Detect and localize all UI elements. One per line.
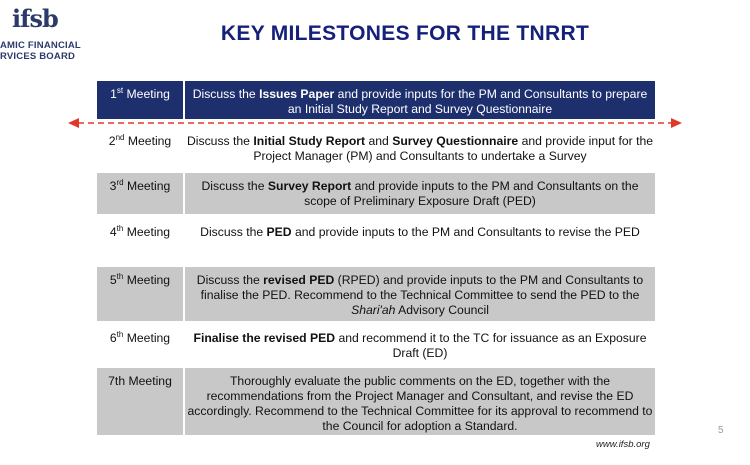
description-text: Discuss the [192,87,260,101]
ifsb-logo [0,0,90,70]
bold-term: Issues Paper [259,87,335,101]
meeting-description [185,325,655,365]
bold-term: Survey Report [267,179,352,193]
description-text: and recommend it to the TC for issuance as an Exposure Draft (ED) [335,331,647,360]
description-text: Advisory Council [395,303,489,317]
meeting-number: 7th Meeting [108,374,172,388]
meeting-label [97,128,183,168]
meeting-row [97,368,655,435]
meeting-label [97,368,183,435]
description-text: and provide input for the Project Manager (PM) and Consultants to undertake a Survey [253,134,654,163]
meeting-description [185,173,655,214]
meeting-description [185,128,655,168]
meeting-number: 4 [109,225,117,239]
meeting-label [97,219,183,259]
description-text: Discuss the [186,134,254,148]
description-text: and [365,134,393,148]
logo-mark: ifsb [12,4,58,33]
meeting-ordinal-suffix: th [116,271,124,281]
meeting-ordinal-suffix: th [116,329,124,339]
meeting-ordinal-suffix: rd [116,177,124,187]
meeting-row [97,325,655,365]
meeting-word: Meeting [123,87,170,101]
footer-url: www.ifsb.org [596,439,650,450]
description-text: Discuss the [196,273,264,287]
bold-term: PED [266,225,292,239]
meeting-number: 1 [110,87,117,101]
meeting-description [185,219,655,259]
meeting-label [97,267,183,321]
meeting-ordinal-suffix: st [116,85,124,95]
meeting-row [97,128,655,168]
meeting-description [185,267,655,321]
logo-text-line-1: AMIC FINANCIAL [0,40,81,51]
description-text: Thoroughly evaluate the public comments on the ED, together with the recommendations from the Project Manager and Consultant, and revise the ED accordingly. Recommend to the Technical Committee for its approval to recommend to the Council for adoption a Standard. [187,374,653,433]
bold-term: Survey Questionnaire [392,134,519,148]
meeting-number: 2 [108,134,116,148]
logo-text-line-2: RVICES BOARD [0,51,76,62]
meeting-word: Meeting [123,225,171,239]
bold-term: Initial Study Report [253,134,366,148]
bold-term: revised PED [263,273,335,287]
meeting-row [97,219,655,259]
meeting-number: 6 [109,331,117,345]
meeting-row [97,267,655,321]
meeting-row [97,173,655,214]
description-text: and provide inputs to the PM and Consultants to revise the PED [291,225,640,239]
meeting-ordinal-suffix: th [116,223,124,233]
meeting-description [185,368,655,435]
meeting-label [97,81,183,119]
description-text: (RPED) and provide inputs to the PM and Consultants to finalise the PED. Recommend to the Technical Committee to send the PED to the [200,273,644,302]
meeting-row [97,81,655,119]
meeting-description [185,81,655,119]
meeting-ordinal-suffix: nd [115,132,125,142]
slide-title: KEY MILESTONES FOR THE TNRRT [220,22,590,45]
meeting-label [97,325,183,365]
description-text: and provide inputs for the PM and Consultants to prepare an Initial Study Report and Survey Questionnaire [287,87,648,116]
meeting-word: Meeting [123,273,171,287]
meeting-label [97,173,183,214]
meeting-number: 3 [109,179,117,193]
meeting-word: Meeting [124,134,172,148]
description-text: and provide inputs to the PM and Consultants on the scope of Preliminary Exposure Draft (PED) [304,179,639,208]
description-text: Discuss the [201,179,268,193]
meeting-word: Meeting [123,331,171,345]
italic-term: Shari'ah [351,303,396,317]
dashed-double-arrow-icon [68,117,682,129]
description-text: Discuss the [200,225,267,239]
meeting-number: 5 [109,273,117,287]
meeting-word: Meeting [123,179,171,193]
page-number: 5 [718,425,724,436]
bold-term: Finalise the revised PED [193,331,336,345]
